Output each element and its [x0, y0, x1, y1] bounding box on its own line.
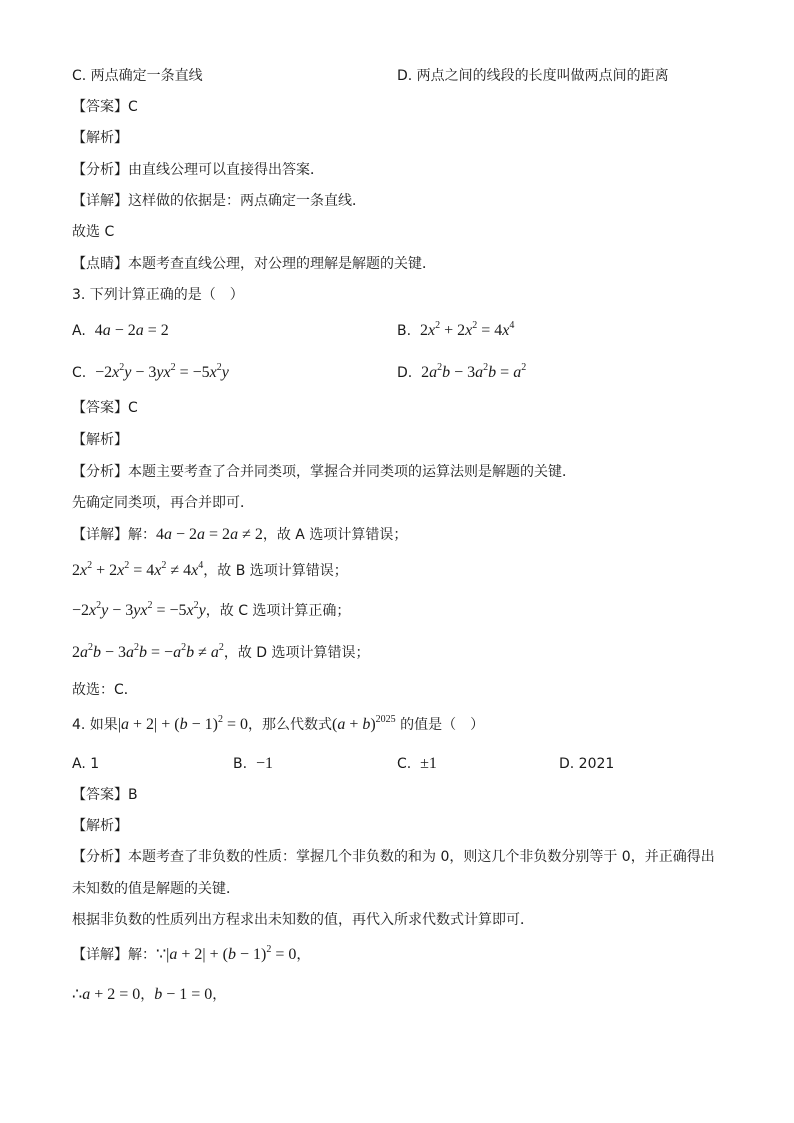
q4-tail: 的值是（ ）	[400, 717, 485, 733]
math-expression: 4a − 2a = 2	[94, 322, 169, 339]
q2-option-d: D. 两点之间的线段的长度叫做两点间的距离	[397, 68, 669, 84]
note-c: ，故 C 选项计算正确；	[205, 603, 351, 619]
q3-xiangjie-c	[72, 601, 350, 621]
note-d: ，故 D 选项计算错误；	[223, 645, 370, 661]
q4-answer: 【答案】B	[72, 787, 138, 803]
q4-analysis-label: 【解析】	[72, 818, 128, 834]
q3-question: 3. 下列计算正确的是（ ）	[72, 287, 244, 303]
math-expression: $2x^2 + 2x^2 = 4x^2 \ne 4x^4$	[72, 559, 204, 579]
note-a: ，故 A 选项计算错误；	[262, 527, 408, 543]
math-expression: $2x^2 + 2x^2 = 4x^4$	[419, 319, 515, 339]
math-expression: b − 1 = 0	[154, 986, 213, 1003]
q4-xiangjie-2	[72, 985, 226, 1005]
q4-fenxi: 【分析】本题考查了非负数的性质：掌握几个非负数的和为 0，则这几个非负数分别等于 0，并正确得出	[72, 849, 715, 865]
q2-guxuan: 故选 C	[72, 224, 115, 240]
math-expression: ∵|a + $2| + (b - 1)^2 = 0$	[156, 943, 297, 963]
q4-fenxi2: 根据非负数的性质列出方程求出未知数的值，再代入所求代数式计算即可．	[72, 912, 534, 928]
option-label: B.	[233, 756, 248, 772]
separator: ，	[140, 987, 155, 1003]
q4-question	[72, 715, 484, 735]
note-b: ，故 B 选项计算错误；	[203, 563, 348, 579]
math-expression: $-2x^2y - 3yx^2 = -5x^2y$	[95, 361, 229, 381]
q2-answer: 【答案】C	[72, 99, 138, 115]
q3-fenxi2: 先确定同类项，再合并即可．	[72, 495, 254, 511]
q3-xiangjie-b	[72, 561, 348, 581]
option-value: −1	[255, 755, 273, 772]
q3-xiangjie-a	[72, 525, 407, 545]
q3-fenxi: 【分析】本题主要考查了合并同类项，掌握合并同类项的运算法则是解题的关键．	[72, 464, 576, 480]
math-expression: $2a^2b - 3a^2b = a^2$	[421, 361, 527, 381]
math-expression: $2a^2b - 3a^2b = -a^2b \ne a^2$	[72, 641, 224, 661]
q4-fenxi-cont: 未知数的值是解题的关键．	[72, 881, 240, 897]
q2-analysis-label: 【解析】	[72, 130, 128, 146]
comma: ，	[212, 987, 227, 1003]
xiangjie-prefix: 【详解】解：	[72, 947, 156, 963]
q4-xiangjie	[72, 945, 310, 965]
q4-option-b	[233, 754, 273, 774]
q3-option-b: B. $2x^2 + 2x^2 = 4x^4$	[397, 319, 515, 339]
q4-mid: ，那么代数式	[247, 717, 332, 733]
q3-option-a: A. 4a − 2a = 2	[72, 322, 169, 339]
q4-option-a: A. 1	[72, 756, 100, 772]
math-expression: $|a + 2| + (b - 1)^2 = 0$	[117, 713, 248, 733]
math-expression: $(a + b)^{2025}$	[331, 713, 396, 733]
comma: ，	[296, 947, 311, 963]
math-expression: $-2x^2y - 3yx^2 = -5x^2y$	[72, 599, 206, 619]
q2-dianjing: 【点睛】本题考查直线公理，对公理的理解是解题的关键．	[72, 256, 436, 272]
option-value: ±1	[420, 755, 437, 772]
q4-num: 4. 如果	[72, 717, 118, 733]
option-label: C.	[397, 756, 412, 772]
q3-analysis-label: 【解析】	[72, 432, 128, 448]
q3-guxuan: 故选：C．	[72, 682, 138, 698]
q2-option-c: C. 两点确定一条直线	[72, 68, 203, 84]
q3-xiangjie-d	[72, 643, 370, 663]
q3-option-c: C. $-2x^2y - 3yx^2 = -5x^2y$	[72, 361, 229, 381]
q2-fenxi: 【分析】由直线公理可以直接得出答案．	[72, 162, 324, 178]
q3-option-d: D. $2a^2b - 3a^2b = a^2$	[397, 361, 527, 381]
q3-answer: 【答案】C	[72, 400, 138, 416]
math-expression: ∴a + 2 = 0	[72, 986, 141, 1003]
q2-xiangjie: 【详解】这样做的依据是：两点确定一条直线．	[72, 193, 366, 209]
q4-option-c	[397, 754, 437, 774]
xiangjie-prefix: 【详解】解：	[72, 527, 156, 543]
q4-option-d: D. 2021	[559, 756, 615, 772]
math-expression: 4a − 2a = 2a ≠ 2	[156, 526, 263, 543]
